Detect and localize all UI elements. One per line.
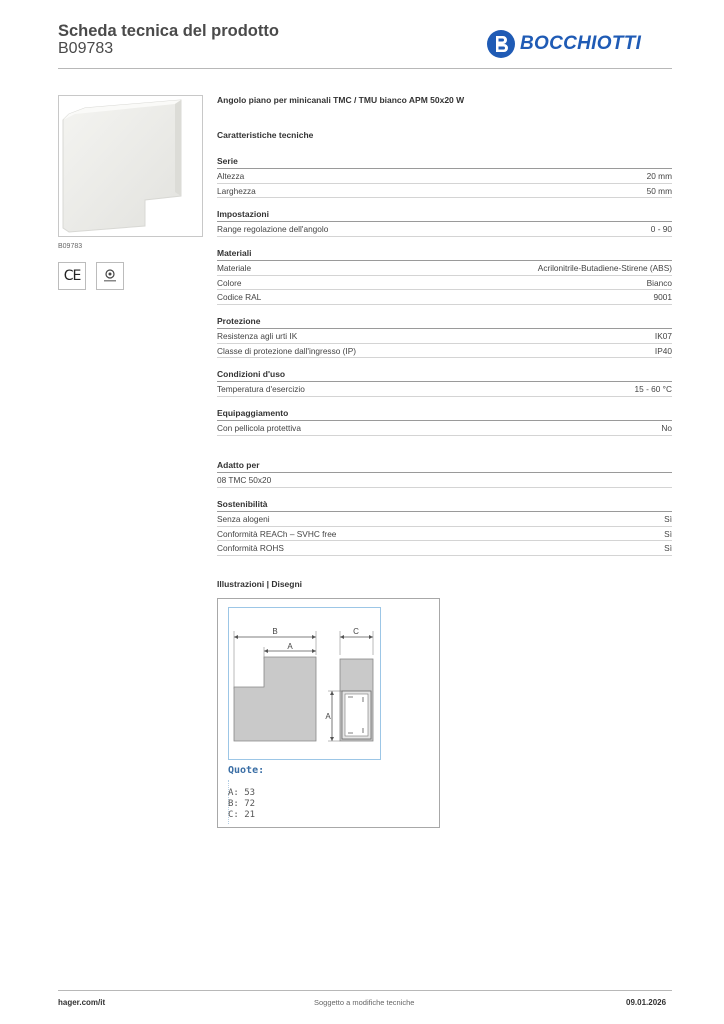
- spec-row: [217, 290, 672, 305]
- spec-value: 0 - 90: [650, 224, 672, 234]
- quote-a: A: 53: [228, 788, 256, 798]
- spec-label: Conformità REACh – SVHC free: [217, 528, 337, 539]
- spec-label: Classe di protezione dall'ingresso (IP): [217, 345, 357, 356]
- spec-row: [217, 512, 672, 527]
- spec-row: [217, 169, 672, 184]
- dim-label-a-side: A: [325, 712, 331, 721]
- spec-label: Codice RAL: [217, 292, 262, 302]
- ce-mark-icon: CE: [58, 262, 86, 290]
- section-adatto-per: [217, 460, 672, 488]
- product-description: Angolo piano per minicanali TMC / TMU bianco APM 50x20 W: [217, 95, 465, 105]
- imq-mark-icon: [96, 262, 124, 290]
- spec-label: Resistenza agli urti IK: [217, 331, 298, 341]
- spec-label: Senza alogeni: [217, 514, 270, 524]
- spec-value: 50 mm: [646, 185, 672, 196]
- spec-value: IK07: [654, 331, 672, 341]
- spec-label: 08 TMC 50x20: [217, 475, 272, 485]
- spec-value: Sì: [664, 543, 672, 553]
- product-code: B09783: [58, 40, 114, 57]
- spec-label: Conformità ROHS: [217, 543, 284, 553]
- section-materiali: [217, 248, 672, 305]
- brand-logo: [486, 28, 641, 60]
- section-title: Adatto per: [217, 460, 672, 473]
- footer-website: hager.com/it: [58, 998, 106, 1007]
- quotes-title: Quote:: [228, 765, 265, 776]
- dim-label-a: A: [287, 642, 293, 651]
- product-image: [58, 95, 203, 237]
- spec-row: [217, 344, 672, 359]
- spec-row: [217, 541, 672, 556]
- spec-label: Range regolazione dell'angolo: [217, 224, 329, 234]
- dim-label-b: B: [272, 627, 278, 636]
- spec-label: Temperatura d'esercizio: [217, 384, 305, 394]
- page-title: Scheda tecnica del prodotto: [58, 22, 279, 40]
- section-sostenibilita: [217, 499, 672, 556]
- spec-value: 20 mm: [646, 171, 672, 181]
- dim-label-c: C: [353, 627, 359, 636]
- spec-label: Altezza: [217, 171, 245, 181]
- section-title: Impostazioni: [217, 209, 672, 222]
- spec-row: [217, 473, 672, 488]
- footer-note: Soggetto a modifiche tecniche: [314, 998, 415, 1007]
- header-divider: [58, 68, 672, 69]
- spec-row: [217, 382, 672, 397]
- section-title: Equipaggiamento: [217, 408, 672, 421]
- section-impostazioni: [217, 209, 672, 237]
- spec-label: Larghezza: [217, 185, 256, 196]
- spec-value: No: [661, 423, 672, 433]
- footer-date: 09.01.2026: [626, 998, 667, 1007]
- section-title: Sostenibilità: [217, 499, 672, 512]
- illustrations-heading: Illustrazioni | Disegni: [217, 579, 303, 589]
- spec-value: Bianco: [646, 277, 672, 288]
- spec-row: [217, 276, 672, 291]
- dimension-drawing-icon: [218, 599, 441, 764]
- quote-c: C: 21: [228, 810, 256, 820]
- flat-angle-product-icon: [59, 96, 202, 236]
- section-condizioni-uso: [217, 369, 672, 397]
- spec-label: Con pellicola protettiva: [217, 423, 301, 433]
- section-equipaggiamento: [217, 408, 672, 436]
- section-title: Protezione: [217, 316, 672, 329]
- spec-value: Sì: [664, 528, 672, 539]
- technical-drawing: [217, 598, 440, 828]
- spec-value: IP40: [654, 345, 672, 356]
- section-title: Condizioni d'uso: [217, 369, 672, 382]
- spec-row: [217, 421, 672, 436]
- spec-value: 15 - 60 °C: [634, 384, 672, 394]
- spec-row: [217, 222, 672, 237]
- spec-row: [217, 184, 672, 199]
- quote-b: B: 72: [228, 799, 256, 809]
- bocchiotti-logo-icon: [486, 29, 516, 59]
- spec-label: Materiale: [217, 263, 252, 273]
- spec-value: 9001: [653, 292, 672, 302]
- footer-divider: [58, 990, 672, 991]
- spec-row: [217, 329, 672, 344]
- section-title: Materiali: [217, 248, 672, 261]
- spec-label: Colore: [217, 277, 242, 288]
- spec-row: [217, 527, 672, 542]
- section-protezione: [217, 316, 672, 358]
- section-title: Serie: [217, 156, 672, 169]
- spec-value: Acrilonitrile-Butadiene-Stirene (ABS): [537, 263, 672, 273]
- section-serie: [217, 156, 672, 198]
- tech-specs-heading: Caratteristiche tecniche: [217, 130, 314, 140]
- image-caption: B09783: [58, 243, 83, 250]
- spec-value: Sì: [664, 514, 672, 524]
- brand-name: BOCCHIOTTI: [520, 33, 642, 54]
- spec-row: [217, 261, 672, 276]
